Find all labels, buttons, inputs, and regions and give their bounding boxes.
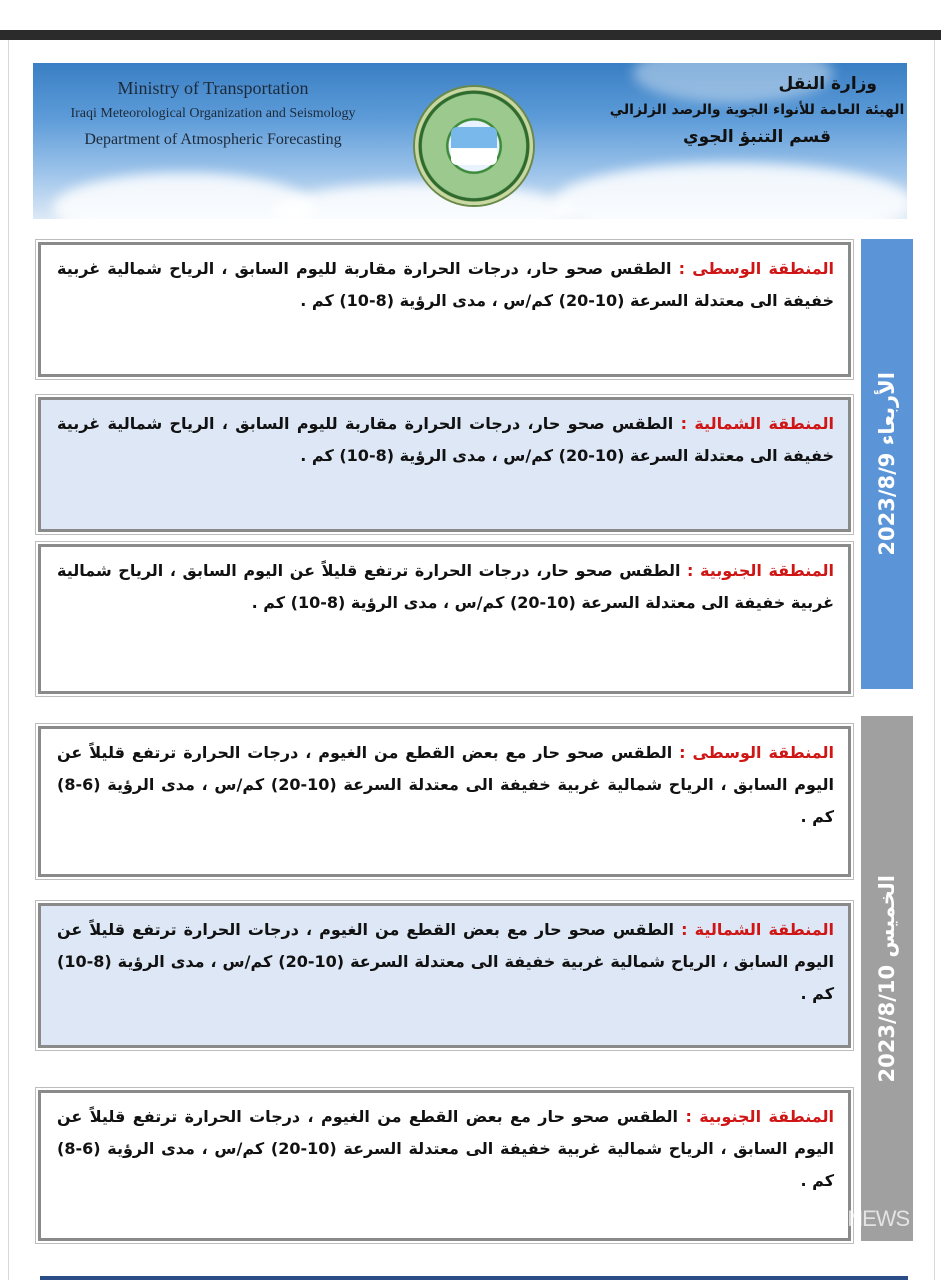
date-label: الخميس 2023/8/10 [875,874,899,1083]
forecast-box-day2-central [38,726,851,877]
forecast-text: الطقس صحو حار، درجات الحرارة مقاربة لليوم السابق ، الرياح شمالية غربية خفيفة الى معتدلة السرعة (10-20) كم/س ، مدى الرؤية (8-10) كم . [57,259,834,310]
forecast-text: الطقس صحو حار مع بعض القطع من الغيوم ، درجات الحرارة ترتفع قليلاً عن اليوم السابق ، الرياح شمالية غربية خفيفة الى معتدلة السرعة (10-20) كم/س ، مدى الرؤية (6-8) كم . [57,743,834,826]
date-tab-day1 [861,239,913,689]
forecast-text: الطقس صحو حار مع بعض القطع من الغيوم ، درجات الحرارة ترتفع قليلاً عن اليوم السابق ، الرياح شمالية غربية خفيفة الى معتدلة السرعة (10-20) كم/س ، مدى الرؤية (6-8) كم . [57,1107,834,1190]
watermark: IQNEWS [826,1206,910,1231]
department-name-en: Department of Atmospheric Forecasting [84,131,342,148]
region-label: المنطقة الشمالية : [681,920,835,939]
forecast-box-day2-south [38,1090,851,1241]
forecast-box-day1-south [38,544,851,694]
forecast-box-day1-north [38,397,851,532]
forecast-text: الطقس صحو حار مع بعض القطع من الغيوم ، درجات الحرارة ترتفع قليلاً عن اليوم السابق ، الرياح شمالية غربية خفيفة الى معتدلة السرعة (10-20) كم/س ، مدى الرؤية (8-10) كم . [57,920,834,1003]
footer-line [40,1276,908,1280]
ministry-name-en: Ministry of Transportation [117,78,309,98]
region-label: المنطقة الجنوبية : [685,1107,834,1126]
header-banner [33,63,907,219]
organization-logo [415,87,533,205]
forecast-box-day2-north [38,903,851,1048]
forecast-text: الطقس صحو حار، درجات الحرارة مقاربة لليوم السابق ، الرياح شمالية غربية خفيفة الى معتدلة السرعة (10-20) كم/س ، مدى الرؤية (8-10) كم . [57,414,834,465]
date-tab-day2 [861,716,913,1241]
region-label: المنطقة الشمالية : [680,414,834,433]
date-label: الأربعاء 2023/8/9 [875,372,899,556]
department-name-ar: قسم التنبؤ الجوي [683,127,831,147]
ministry-name-ar: وزارة النقل [778,74,877,94]
english-heading [33,75,393,153]
region-label: المنطقة الوسطى : [678,259,834,278]
top-bar [0,0,941,40]
logo-emblem-icon [451,127,497,165]
organization-name-en: Iraqi Meteorological Organization and Seismology [70,106,356,121]
forecast-text: الطقس صحو حار، درجات الحرارة ترتفع قليلاً عن اليوم السابق ، الرياح شمالية غربية خفيفة الى معتدلة السرعة (10-20) كم/س ، مدى الرؤية (8-10) كم . [57,561,834,612]
arabic-heading [607,71,907,151]
region-label: المنطقة الوسطى : [679,743,835,762]
region-label: المنطقة الجنوبية : [687,561,834,580]
forecast-box-day1-central [38,242,851,377]
organization-name-ar: الهيئة العامة للأنواء الجوية والرصد الزلزالي [609,102,905,118]
